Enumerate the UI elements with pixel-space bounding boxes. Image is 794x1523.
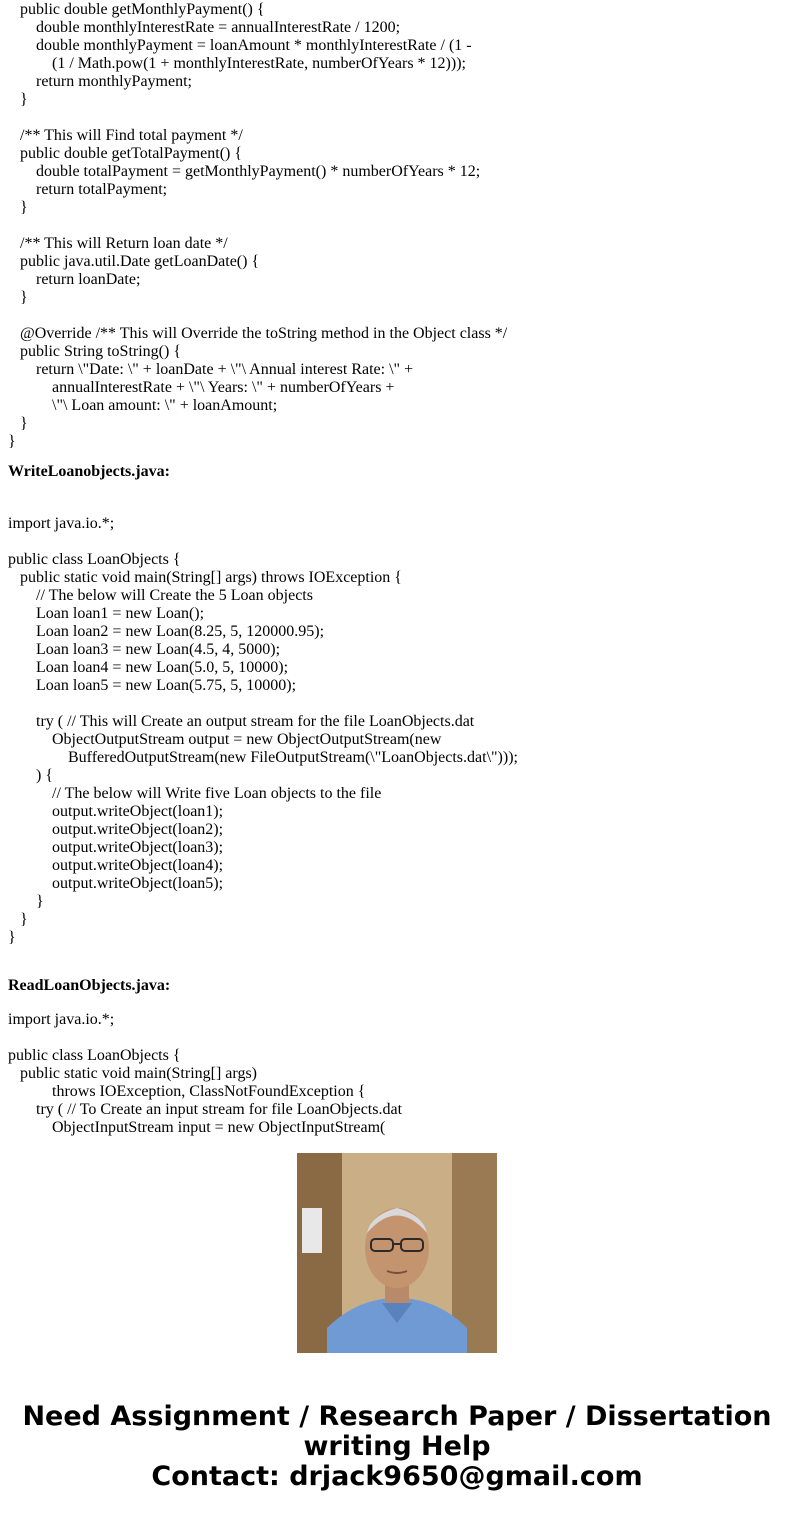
- code-line: }: [8, 929, 16, 946]
- code-line: ObjectOutputStream output = new ObjectOutputStream(new: [8, 731, 442, 748]
- code-line: import java.io.*;: [8, 515, 115, 532]
- code-line: import java.io.*;: [8, 1011, 115, 1028]
- code-line: output.writeObject(loan4);: [8, 857, 224, 874]
- code-line: return loanDate;: [8, 271, 141, 288]
- heading-read-loan-objects: ReadLoanObjects.java:: [8, 977, 171, 994]
- banner-line-3: Contact: drjack9650@gmail.com: [151, 1461, 643, 1492]
- code-line: }: [8, 415, 28, 432]
- code-line: public double getTotalPayment() {: [8, 145, 243, 162]
- code-line: // The below will Write five Loan objects to the file: [8, 785, 382, 802]
- code-line: public String toString() {: [8, 343, 182, 360]
- code-line: }: [8, 433, 16, 450]
- code-line: (1 / Math.pow(1 + monthlyInterestRate, numberOfYears * 12)));: [8, 55, 466, 72]
- code-block-write-loan-objects: [8, 515, 518, 947]
- code-line: Loan loan3 = new Loan(4.5, 4, 5000);: [8, 641, 281, 658]
- code-line: return \"Date: \" + loanDate + \"\ Annual interest Rate: \" +: [8, 361, 414, 378]
- code-line: }: [8, 91, 28, 108]
- code-line: /** This will Find total payment */: [8, 127, 243, 144]
- code-line: BufferedOutputStream(new FileOutputStream(\"LoanObjects.dat\")));: [8, 749, 518, 766]
- code-line: // The below will Create the 5 Loan objects: [8, 587, 313, 604]
- code-line: double monthlyInterestRate = annualInterestRate / 1200;: [8, 19, 401, 36]
- code-line: try ( // To Create an input stream for file LoanObjects.dat: [8, 1101, 403, 1118]
- code-line: public class LoanObjects {: [8, 1047, 181, 1064]
- code-line: Loan loan1 = new Loan();: [8, 605, 205, 622]
- code-line: Loan loan4 = new Loan(5.0, 5, 10000);: [8, 659, 289, 676]
- author-portrait-image: [297, 1153, 497, 1353]
- code-line: [8, 695, 518, 713]
- code-line: public static void main(String[] args): [8, 1065, 257, 1082]
- code-line: [8, 109, 507, 127]
- code-line: public class LoanObjects {: [8, 551, 181, 568]
- code-line: output.writeObject(loan1);: [8, 803, 224, 820]
- code-line: output.writeObject(loan3);: [8, 839, 224, 856]
- code-line: [8, 1029, 402, 1047]
- code-line: output.writeObject(loan2);: [8, 821, 224, 838]
- contact-banner: [0, 1402, 794, 1492]
- code-line: public double getMonthlyPayment() {: [8, 1, 265, 18]
- code-line: [8, 217, 507, 235]
- code-line: public java.util.Date getLoanDate() {: [8, 253, 260, 270]
- code-line: }: [8, 893, 44, 910]
- heading-write-loan-objects: WriteLoanobjects.java:: [8, 463, 170, 480]
- code-line: Loan loan2 = new Loan(8.25, 5, 120000.95);: [8, 623, 325, 640]
- code-line: }: [8, 911, 28, 928]
- code-line: \"\ Loan amount: \" + loanAmount;: [8, 397, 278, 414]
- code-block-read-loan-objects: [8, 1011, 402, 1137]
- code-line: throws IOException, ClassNotFoundException {: [8, 1083, 366, 1100]
- code-line: double totalPayment = getMonthlyPayment() * numberOfYears * 12;: [8, 163, 481, 180]
- code-line: }: [8, 199, 28, 216]
- banner-line-1: Need Assignment / Research Paper / Dissertation: [22, 1401, 772, 1432]
- code-line: [8, 533, 518, 551]
- author-avatar: [297, 1153, 497, 1353]
- code-line: /** This will Return loan date */: [8, 235, 228, 252]
- code-line: [8, 307, 507, 325]
- code-block-loan-class: [8, 1, 507, 451]
- code-line: @Override /** This will Override the toString method in the Object class */: [8, 325, 508, 342]
- code-line: try ( // This will Create an output stream for the file LoanObjects.dat: [8, 713, 475, 730]
- code-line: return totalPayment;: [8, 181, 168, 198]
- code-line: annualInterestRate + \"\ Years: \" + numberOfYears +: [8, 379, 395, 396]
- code-line: ) {: [8, 767, 54, 784]
- code-line: }: [8, 289, 28, 306]
- code-line: public static void main(String[] args) throws IOException {: [8, 569, 402, 586]
- code-line: Loan loan5 = new Loan(5.75, 5, 10000);: [8, 677, 297, 694]
- code-line: output.writeObject(loan5);: [8, 875, 224, 892]
- code-line: return monthlyPayment;: [8, 73, 192, 90]
- code-line: ObjectInputStream input = new ObjectInputStream(: [8, 1119, 386, 1136]
- code-line: double monthlyPayment = loanAmount * monthlyInterestRate / (1 -: [8, 37, 472, 54]
- banner-line-2: writing Help: [303, 1431, 491, 1462]
